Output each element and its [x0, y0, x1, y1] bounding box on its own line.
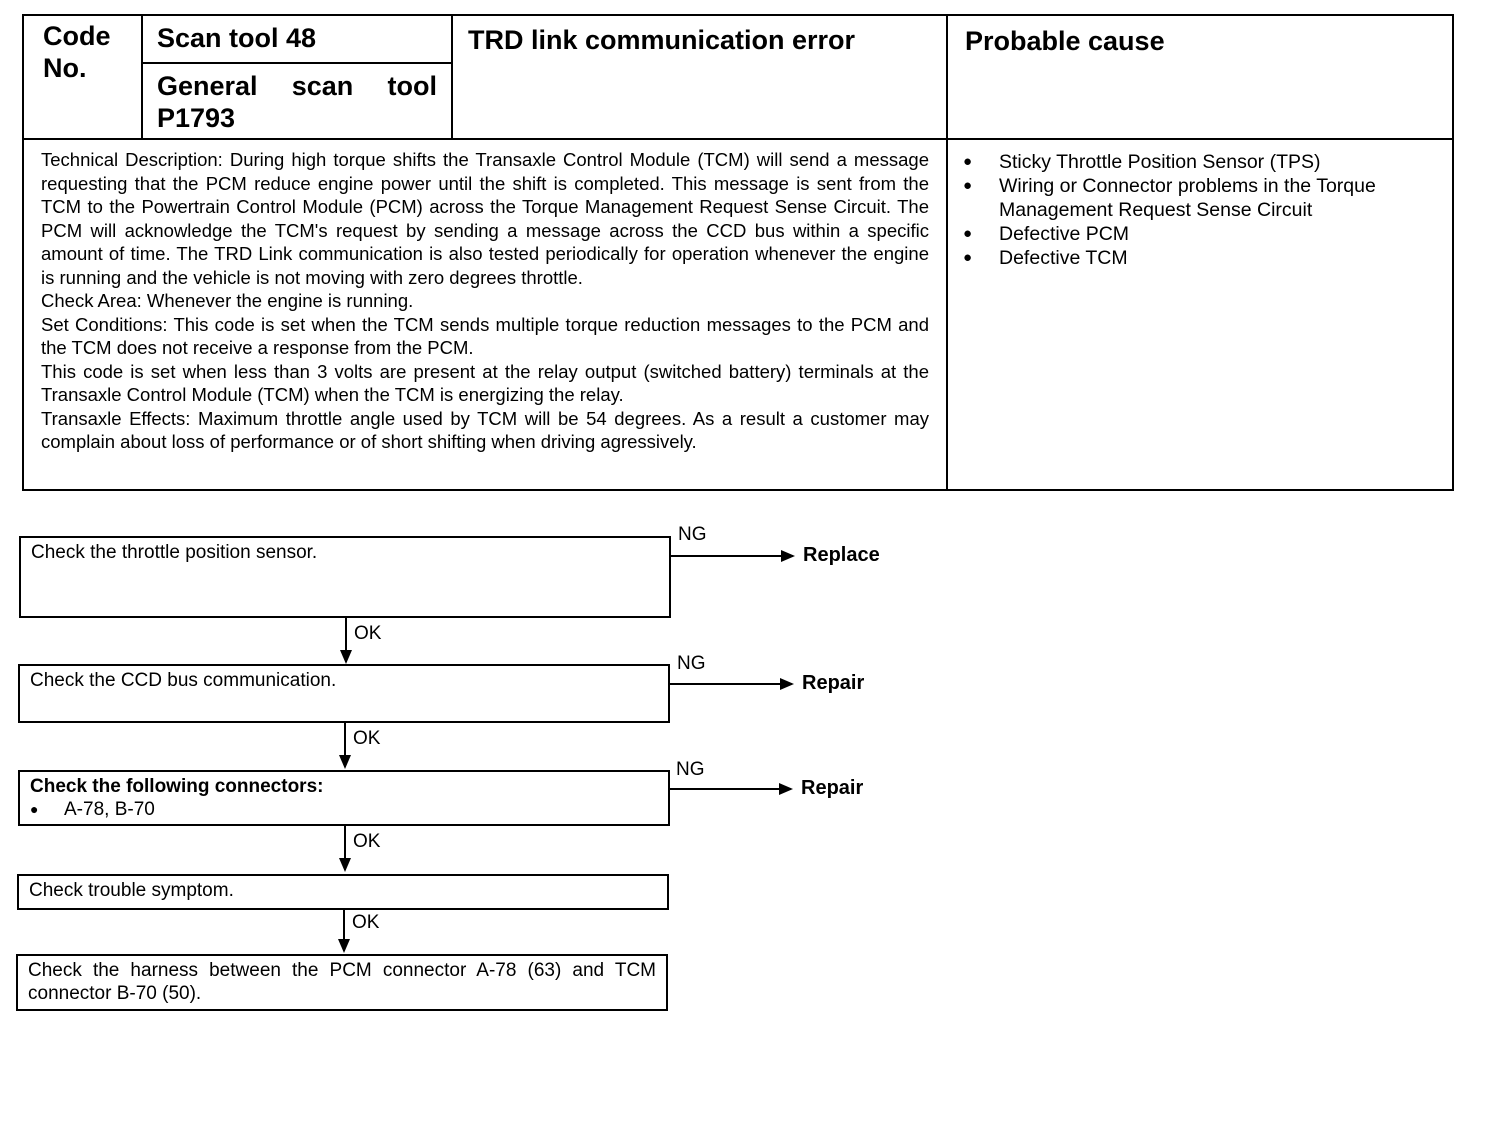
code-no-label: Code No. [43, 21, 111, 83]
transaxle-effects-text: Transaxle Effects: Maximum throttle angle used by TCM will be 54 degrees. As a result a customer may complain about loss of performance or of short shifting when driving agressively. [41, 407, 929, 452]
dtc-title: TRD link communication error [468, 25, 856, 55]
technical-description [41, 148, 929, 454]
ok-label: OK [354, 623, 382, 644]
probable-cause-label: Probable cause [965, 26, 1165, 56]
ng-label: NG [678, 524, 707, 545]
ng-label: NG [677, 653, 706, 674]
step-check-harness: Check the harness between the PCM connector A-78 (63) and TCM connector B-70 (50). [16, 954, 668, 1011]
table-header-divider [22, 138, 1454, 140]
action-repair: Repair [802, 672, 865, 694]
ng-label: NG [676, 759, 705, 780]
scan-tool-label: Scan tool 48 [157, 23, 317, 53]
ok-label: OK [353, 728, 381, 749]
voltage-condition-text: This code is set when less than 3 volts are present at the relay output (switched battery) terminals at the Transaxle Control Module (TCM) when the TCM is energizing the relay. [41, 360, 929, 405]
ng-arrow [671, 555, 793, 557]
table-divider-cause [946, 14, 948, 491]
ng-arrow [670, 683, 792, 685]
list-item: ● Sticky Throttle Position Sensor (TPS) [963, 150, 1433, 174]
ok-label: OK [352, 912, 380, 933]
ng-arrow [670, 788, 791, 790]
technical-description-text: Technical Description: During high torque shifts the Transaxle Control Module (TCM) will send a message requesting that the PCM reduce engine power until the shift is completed. This message is sent from the TCM to the Powertrain Control Module (PCM) across the Torque Management Request Sense Circuit. The PCM will acknowledge the TCM's request by sending a message across the CCD bus within a specific amount of time. The TRD Link communication is also tested periodically for operation whenever the engine is running and the vehicle is not moving with zero degrees throttle. [41, 149, 929, 288]
table-divider-code [141, 14, 143, 140]
ok-arrow [344, 723, 346, 767]
set-conditions-text: Set Conditions: This code is set when the TCM sends multiple torque reduction messages to the PCM and the TCM does not receive a response from the PCM. [41, 313, 929, 358]
action-replace: Replace [803, 544, 880, 566]
list-item: ● Defective PCM [963, 222, 1433, 246]
check-connectors-title: Check the following connectors: [30, 776, 324, 797]
step-check-connectors [18, 770, 670, 826]
general-scan-tool-label: General scan tool P1793 [157, 71, 437, 133]
ok-arrow [345, 618, 347, 662]
check-area-text: Check Area: Whenever the engine is running. [41, 290, 414, 311]
step-check-trouble-symptom: Check trouble symptom. [17, 874, 669, 910]
table-divider-scan [451, 14, 453, 140]
connectors-list-item: ● A-78, B-70 [30, 798, 658, 821]
ok-label: OK [353, 831, 381, 852]
list-item: ● Defective TCM [963, 246, 1433, 270]
scan-tool-divider [141, 62, 453, 64]
ok-arrow [343, 910, 345, 951]
list-item: ● Wiring or Connector problems in the Torque Management Request Sense Circuit [963, 174, 1433, 222]
step-check-ccd-bus-communication: Check the CCD bus communication. [18, 664, 670, 723]
ok-arrow [344, 826, 346, 870]
action-repair: Repair [801, 777, 864, 799]
probable-cause-list [963, 150, 1433, 270]
step-check-throttle-position-sensor: Check the throttle position sensor. [19, 536, 671, 618]
